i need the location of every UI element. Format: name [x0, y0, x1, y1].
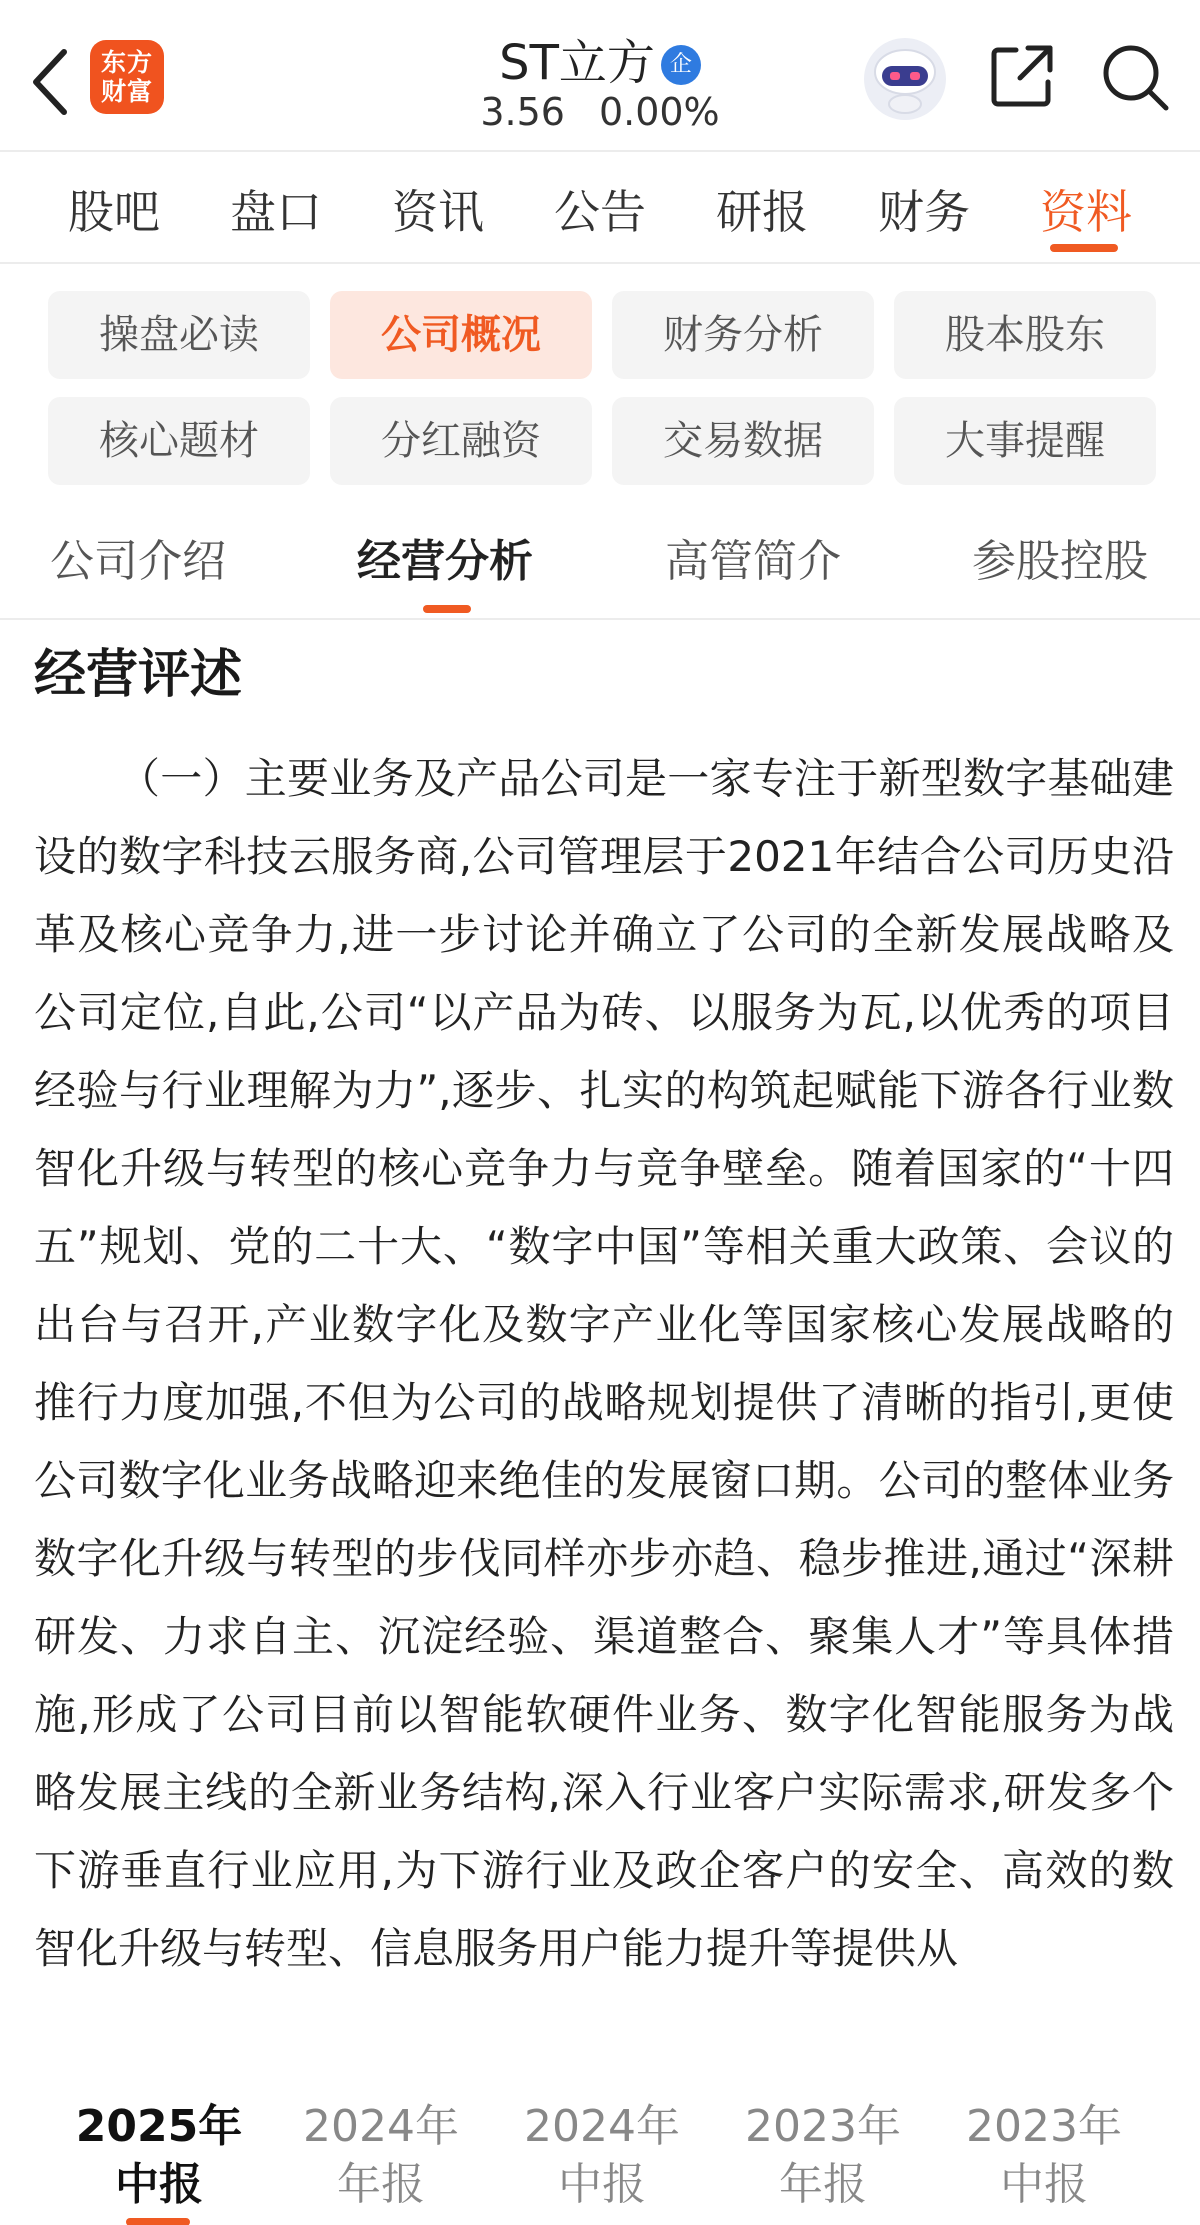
active-period-indicator	[126, 2218, 190, 2225]
tab-guba[interactable]: 股吧	[68, 185, 160, 239]
period-tab[interactable]	[959, 2098, 1129, 2214]
stock-name: ST立方	[499, 35, 655, 91]
tab-announcements[interactable]: 公告	[554, 185, 646, 239]
stock-change: 0.00%	[598, 90, 720, 134]
search-icon[interactable]	[1098, 40, 1172, 114]
share-icon[interactable]	[986, 40, 1058, 112]
business-review-text: （一）主要业务及产品公司是一家专注于新型数字基础建设的数字科技云服务商,公司管理层于2021年结合公司历史沿革及核心竞争力,进一步讨论并确立了公司的全新发展战略及公司定位,自此,公司“以产品为砖、以服务为瓦,以优秀的项目经验与行业理解为力”,逐步、扎实的构筑起赋能下游各行业数智化升级与转型的核心竞争力与竞争壁垒。随着国家的“十四五”规划、党的二十大、“数字中国”等相关重大政策、会议的出台与召开,产业数字化及数字产业化等国家核心发展战略的推行力度加强,不但为公司的战略规划提供了清晰的指引,更使公司数字化业务战略迎来绝佳的发展窗口期。公司的整体业务数字化升级与转型的步伐同样亦步亦趋、稳步推进,通过“深耕研发、力求自主、沉淀经验、渠道整合、聚集人才”等具体措施,形成了公司目前以智能软硬件业务、数字化智能服务为战略发展主线的全新业务结构,深入行业客户实际需求,研发多个下游垂直行业应用,为下游行业及政企客户的安全、高效的数智化升级与转型、信息服务用户能力提升等提供从	[34, 754, 1174, 1973]
period-year: 2025年	[75, 2101, 243, 2152]
tab-pankou[interactable]: 盘口	[230, 185, 322, 239]
period-type: 中报	[1000, 2159, 1088, 2210]
chip-trading-data[interactable]: 交易数据	[612, 397, 874, 485]
tab-executives[interactable]: 高管简介	[665, 536, 841, 587]
tab-research[interactable]: 研报	[716, 185, 808, 239]
period-year: 2024年	[524, 2101, 680, 2152]
divider	[0, 262, 1200, 264]
period-type: 中报	[558, 2159, 646, 2210]
chip-core-themes[interactable]: 核心题材	[48, 397, 310, 485]
divider	[0, 618, 1200, 620]
tab-holdings[interactable]: 参股控股	[972, 536, 1148, 587]
period-type: 年报	[779, 2159, 867, 2210]
main-tab-bar	[0, 152, 1200, 262]
tab-company-intro[interactable]: 公司介绍	[50, 536, 226, 587]
period-tab[interactable]	[74, 2098, 244, 2214]
period-type: 年报	[337, 2159, 425, 2210]
robot-assistant-icon[interactable]	[862, 36, 948, 122]
report-period-bar	[0, 2090, 1200, 2225]
chip-dividends-financing[interactable]: 分红融资	[330, 397, 592, 485]
period-year: 2023年	[745, 2101, 901, 2152]
period-tab[interactable]	[296, 2098, 466, 2214]
period-tab[interactable]	[738, 2098, 908, 2214]
tab-profile[interactable]: 资料	[1040, 185, 1132, 239]
period-tab[interactable]	[517, 2098, 687, 2214]
tab-news[interactable]: 资讯	[392, 185, 484, 239]
logo-text-bottom: 财富	[100, 77, 153, 106]
overview-tab-bar	[0, 505, 1200, 620]
active-tab-indicator	[1050, 244, 1118, 252]
stock-header	[0, 0, 1200, 150]
period-year: 2023年	[966, 2101, 1122, 2152]
chip-shareholders[interactable]: 股本股东	[894, 291, 1156, 379]
stock-price: 3.56	[480, 90, 565, 134]
chip-event-reminders[interactable]: 大事提醒	[894, 397, 1156, 485]
chip-trading-guide[interactable]: 操盘必读	[48, 291, 310, 379]
tab-finance[interactable]: 财务	[878, 185, 970, 239]
active-tab-indicator	[423, 605, 471, 613]
period-year: 2024年	[303, 2101, 459, 2152]
enterprise-badge: 企	[661, 45, 701, 85]
chip-financial-analysis[interactable]: 财务分析	[612, 291, 874, 379]
logo-text-top: 东方	[100, 48, 153, 77]
tab-business-analysis[interactable]: 经营分析	[357, 536, 533, 587]
section-title: 经营评述	[34, 645, 243, 705]
period-type: 中报	[115, 2159, 203, 2210]
chip-company-overview[interactable]: 公司概况	[330, 291, 592, 379]
